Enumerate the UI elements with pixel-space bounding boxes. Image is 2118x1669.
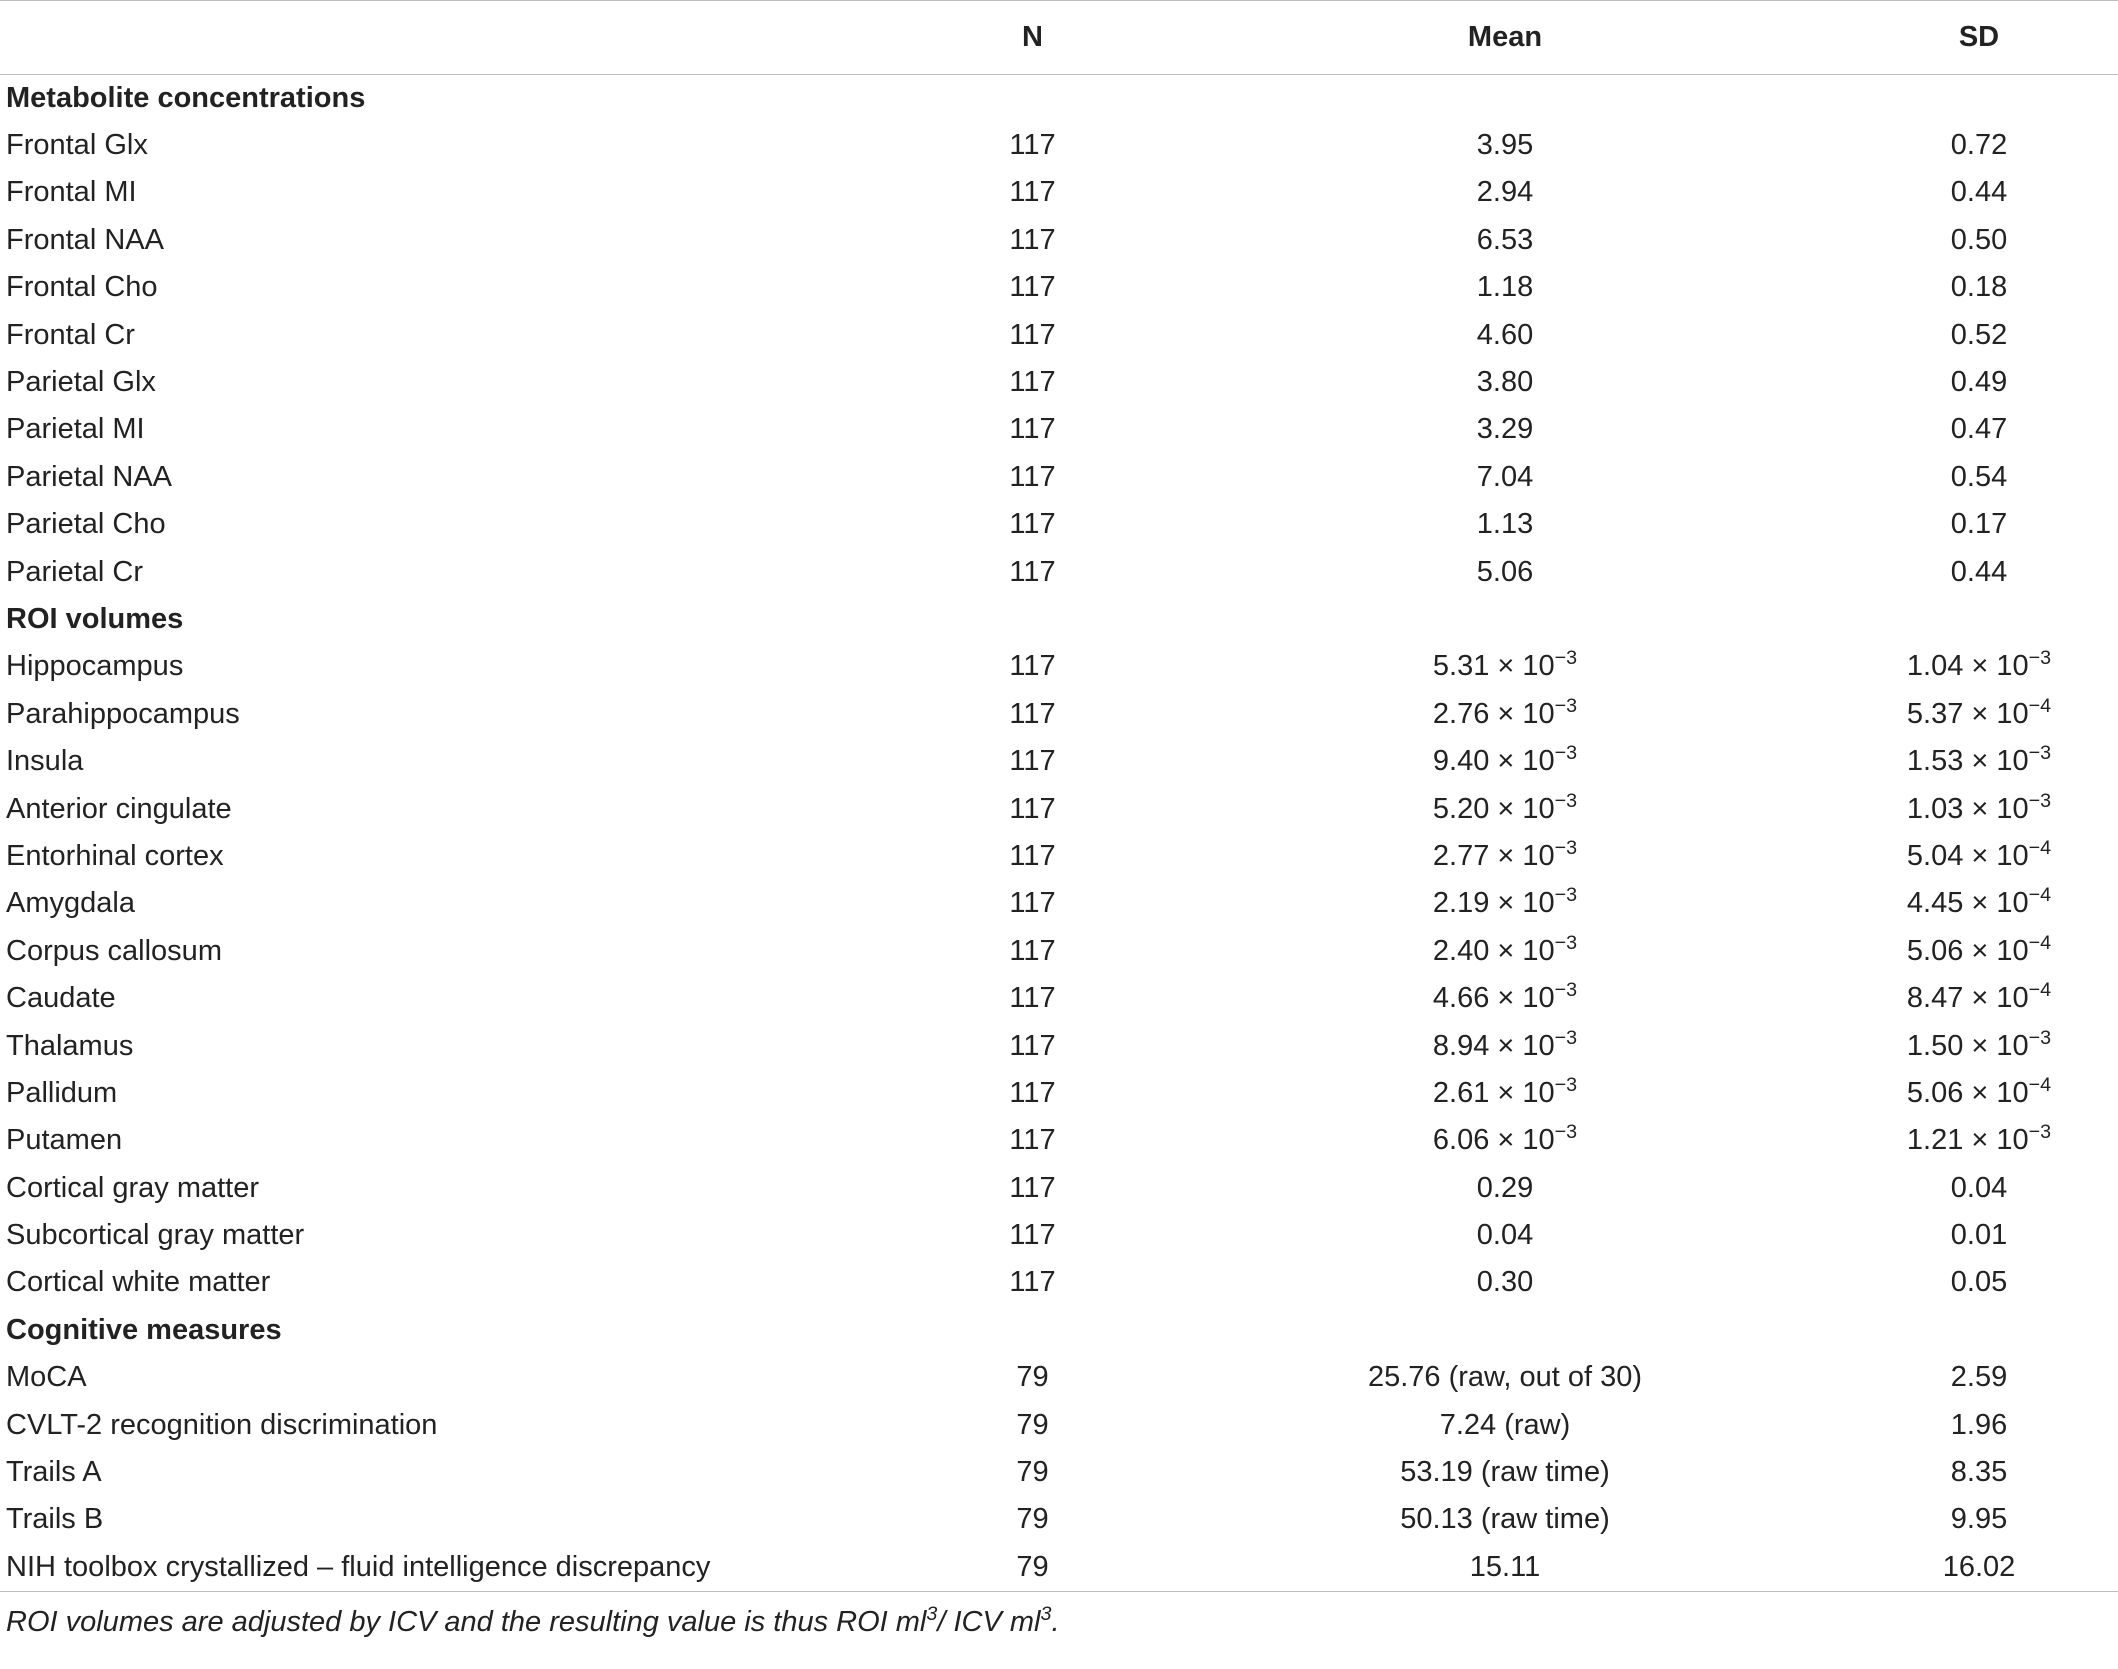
cell-mean — [1170, 548, 1840, 595]
sd-exponent: −4 — [2028, 694, 2052, 717]
table-row — [0, 1070, 2118, 1117]
sd-exponent: −4 — [2028, 1074, 2052, 1097]
row-label: Parietal Cr — [6, 555, 143, 588]
cell-n: 117 — [1009, 839, 1056, 872]
cell-mean — [1170, 1449, 1840, 1496]
mean-exponent: −3 — [1554, 979, 1578, 1002]
cell-mean — [1170, 264, 1840, 311]
cell-mean — [1170, 359, 1840, 406]
table-row — [0, 454, 2118, 501]
table-row — [0, 122, 2118, 169]
mean-exponent: −3 — [1554, 789, 1578, 812]
row-label: Frontal Cho — [6, 271, 158, 304]
cell-sd — [1840, 1259, 2118, 1306]
row-label: Parietal NAA — [6, 460, 173, 493]
header-mean: Mean — [1467, 21, 1543, 53]
cell-mean — [1170, 406, 1840, 453]
row-label: Parietal Cho — [6, 508, 166, 541]
table-row — [0, 833, 2118, 880]
table-row — [0, 880, 2118, 927]
cell-n: 79 — [1016, 1550, 1049, 1583]
row-label: Thalamus — [6, 1029, 134, 1062]
footnote-text-3: . — [1051, 1605, 1060, 1638]
cell-n: 117 — [1009, 460, 1056, 493]
mean-value: 15.11 — [1469, 1550, 1541, 1583]
row-label: Trails B — [6, 1503, 104, 1536]
cell-mean — [1170, 691, 1840, 738]
row-label: Frontal MI — [6, 176, 137, 209]
cell-sd — [1840, 1117, 2118, 1164]
sd-value: 0.17 — [1950, 508, 2008, 541]
cell-sd — [1840, 1022, 2118, 1069]
sd-value: 0.52 — [1950, 318, 2008, 351]
cell-mean — [1170, 1117, 1840, 1164]
table-row — [0, 643, 2118, 690]
mean-value: 9.40 × 10 — [1432, 745, 1555, 778]
sd-exponent: −4 — [2028, 979, 2052, 1002]
table-row — [0, 264, 2118, 311]
row-label: MoCA — [6, 1361, 87, 1394]
cell-sd — [1840, 548, 2118, 595]
sd-value: 0.01 — [1950, 1219, 2008, 1252]
table-row — [0, 1164, 2118, 1211]
cell-mean — [1170, 1070, 1840, 1117]
table-row — [0, 1212, 2118, 1259]
table-row — [0, 501, 2118, 548]
mean-exponent: −3 — [1554, 1121, 1578, 1144]
cell-n: 117 — [1009, 1171, 1056, 1204]
sd-exponent: −4 — [2028, 884, 2052, 907]
row-label: Cortical gray matter — [6, 1171, 260, 1204]
row-label: Entorhinal cortex — [6, 839, 224, 872]
mean-value: 0.04 — [1476, 1219, 1534, 1252]
cell-sd — [1840, 1164, 2118, 1211]
mean-value: 25.76 (raw, out of 30) — [1367, 1361, 1643, 1394]
cell-mean — [1170, 1259, 1840, 1306]
cell-mean — [1170, 975, 1840, 1022]
table-row — [0, 217, 2118, 264]
row-label: Pallidum — [6, 1076, 118, 1109]
mean-value: 1.18 — [1476, 271, 1534, 304]
cell-n: 117 — [1009, 223, 1056, 256]
footnote-text-2: / ICV ml — [937, 1605, 1041, 1638]
sd-value: 2.59 — [1950, 1361, 2008, 1394]
cell-n: 117 — [1009, 1029, 1056, 1062]
header-label — [0, 1, 895, 75]
cell-n: 117 — [1009, 934, 1056, 967]
cell-sd — [1840, 501, 2118, 548]
sd-value: 9.95 — [1950, 1503, 2008, 1536]
cell-mean — [1170, 738, 1840, 785]
sd-value: 5.37 × 10 — [1906, 697, 2029, 730]
table-body — [0, 75, 2118, 1592]
section-header-row — [0, 1307, 2118, 1354]
cell-sd — [1840, 880, 2118, 927]
mean-exponent: −3 — [1554, 837, 1578, 860]
sd-value: 0.04 — [1950, 1171, 2008, 1204]
sd-value: 0.50 — [1950, 223, 2008, 256]
sd-value: 0.44 — [1950, 555, 2008, 588]
cell-n: 117 — [1009, 1266, 1056, 1299]
footnote-superscript-2: 3 — [1040, 1602, 1052, 1625]
mean-exponent: −3 — [1554, 1074, 1578, 1097]
cell-n: 117 — [1009, 413, 1056, 446]
cell-sd — [1840, 217, 2118, 264]
cell-mean — [1170, 880, 1840, 927]
mean-value: 6.53 — [1476, 223, 1534, 256]
sd-value: 1.96 — [1950, 1408, 2008, 1441]
sd-exponent: −3 — [2028, 1121, 2052, 1144]
row-label: Putamen — [6, 1124, 123, 1157]
table-row — [0, 1117, 2118, 1164]
row-label: Corpus callosum — [6, 934, 222, 967]
cell-sd — [1840, 406, 2118, 453]
cell-n: 117 — [1009, 366, 1056, 399]
header-row — [0, 1, 2118, 75]
cell-sd — [1840, 311, 2118, 358]
table-row — [0, 1401, 2118, 1448]
cell-n: 117 — [1009, 650, 1056, 683]
sd-value: 5.04 × 10 — [1906, 839, 2029, 872]
section-title: Metabolite concentrations — [6, 81, 366, 114]
sd-value: 4.45 × 10 — [1906, 887, 2029, 920]
sd-value: 8.35 — [1950, 1456, 2008, 1489]
mean-value: 1.13 — [1476, 508, 1534, 541]
mean-value: 8.94 × 10 — [1432, 1029, 1555, 1062]
row-label: Cortical white matter — [6, 1266, 271, 1299]
table-row — [0, 1544, 2118, 1591]
cell-mean — [1170, 122, 1840, 169]
row-label: NIH toolbox crystallized – fluid intelligence discrepancy — [6, 1550, 711, 1583]
cell-n: 117 — [1009, 982, 1056, 1015]
cell-n: 117 — [1009, 176, 1056, 209]
cell-n: 117 — [1009, 887, 1056, 920]
row-label: Frontal NAA — [6, 223, 164, 256]
sd-value: 0.47 — [1950, 413, 2008, 446]
mean-value: 5.31 × 10 — [1432, 650, 1555, 683]
cell-mean — [1170, 833, 1840, 880]
mean-value: 6.06 × 10 — [1432, 1124, 1555, 1157]
table-row — [0, 691, 2118, 738]
cell-mean — [1170, 454, 1840, 501]
sd-value: 0.44 — [1950, 176, 2008, 209]
cell-sd — [1840, 1401, 2118, 1448]
row-label: Frontal Cr — [6, 318, 135, 351]
table-footnote — [0, 1602, 2118, 1639]
cell-n: 117 — [1009, 745, 1056, 778]
cell-sd — [1840, 454, 2118, 501]
section-header-row — [0, 75, 2118, 122]
mean-value: 5.06 — [1476, 555, 1534, 588]
sd-value: 0.18 — [1950, 271, 2008, 304]
row-label: Trails A — [6, 1456, 102, 1489]
table-row — [0, 311, 2118, 358]
cell-sd — [1840, 1070, 2118, 1117]
cell-n: 117 — [1009, 792, 1056, 825]
table-row — [0, 1449, 2118, 1496]
row-label: Caudate — [6, 982, 116, 1015]
cell-sd — [1840, 359, 2118, 406]
table-row — [0, 359, 2118, 406]
cell-n: 117 — [1009, 555, 1056, 588]
cell-n: 79 — [1016, 1408, 1049, 1441]
mean-value: 0.29 — [1476, 1171, 1534, 1204]
sd-value: 5.06 × 10 — [1906, 934, 2029, 967]
cell-mean — [1170, 1022, 1840, 1069]
row-label: Amygdala — [6, 887, 135, 920]
row-label: Insula — [6, 745, 84, 778]
mean-value: 5.20 × 10 — [1432, 792, 1555, 825]
section-title: ROI volumes — [6, 602, 184, 635]
row-label: Parietal Glx — [6, 366, 156, 399]
row-label: Parahippocampus — [6, 697, 240, 730]
cell-n: 117 — [1009, 1076, 1056, 1109]
cell-sd — [1840, 1544, 2118, 1591]
cell-sd — [1840, 264, 2118, 311]
header-n: N — [1022, 21, 1043, 53]
row-label: Parietal MI — [6, 413, 145, 446]
sd-value: 16.02 — [1942, 1550, 2016, 1583]
mean-value: 50.13 (raw time) — [1400, 1503, 1610, 1536]
cell-n: 79 — [1016, 1361, 1049, 1394]
mean-value: 7.04 — [1476, 460, 1534, 493]
cell-mean — [1170, 1401, 1840, 1448]
cell-sd — [1840, 785, 2118, 832]
footnote-text-1: ROI volumes are adjusted by ICV and the resulting value is thus ROI ml — [6, 1605, 927, 1638]
sd-value: 0.49 — [1950, 366, 2008, 399]
mean-exponent: −3 — [1554, 694, 1578, 717]
cell-mean — [1170, 1544, 1840, 1591]
sd-exponent: −3 — [2028, 647, 2052, 670]
cell-mean — [1170, 169, 1840, 216]
sd-value: 1.53 × 10 — [1906, 745, 2029, 778]
table-row — [0, 975, 2118, 1022]
cell-sd — [1840, 691, 2118, 738]
table-row — [0, 1022, 2118, 1069]
footnote-superscript-1: 3 — [926, 1602, 938, 1625]
section-header-row — [0, 596, 2118, 643]
table-row — [0, 169, 2118, 216]
header-sd: SD — [1958, 21, 2000, 53]
table-header — [0, 1, 2118, 75]
mean-exponent: −3 — [1554, 742, 1578, 765]
section-title: Cognitive measures — [6, 1313, 282, 1346]
mean-value: 2.94 — [1476, 176, 1534, 209]
sd-value: 0.54 — [1950, 460, 2008, 493]
mean-value: 0.30 — [1476, 1266, 1534, 1299]
cell-n: 117 — [1009, 129, 1056, 162]
row-label: Subcortical gray matter — [6, 1219, 305, 1252]
cell-sd — [1840, 643, 2118, 690]
row-label: CVLT-2 recognition discrimination — [6, 1408, 438, 1441]
cell-mean — [1170, 501, 1840, 548]
cell-n: 117 — [1009, 1219, 1056, 1252]
table-row — [0, 1354, 2118, 1401]
cell-n: 117 — [1009, 271, 1056, 304]
table-row — [0, 548, 2118, 595]
mean-value: 3.80 — [1476, 366, 1534, 399]
cell-sd — [1840, 738, 2118, 785]
table-row — [0, 738, 2118, 785]
cell-sd — [1840, 1496, 2118, 1543]
row-label: Anterior cingulate — [6, 792, 232, 825]
mean-value: 2.61 × 10 — [1432, 1076, 1555, 1109]
cell-mean — [1170, 311, 1840, 358]
sd-value: 8.47 × 10 — [1906, 982, 2029, 1015]
mean-exponent: −3 — [1554, 1026, 1578, 1049]
table-row — [0, 1496, 2118, 1543]
cell-mean — [1170, 1496, 1840, 1543]
mean-value: 7.24 (raw) — [1439, 1408, 1571, 1441]
cell-n: 79 — [1016, 1456, 1049, 1489]
mean-exponent: −3 — [1554, 647, 1578, 670]
sd-exponent: −4 — [2028, 931, 2052, 954]
cell-n: 79 — [1016, 1503, 1049, 1536]
sd-exponent: −3 — [2028, 742, 2052, 765]
row-label: Frontal Glx — [6, 129, 148, 162]
table-row — [0, 928, 2118, 975]
cell-mean — [1170, 1354, 1840, 1401]
sd-value: 0.72 — [1950, 129, 2008, 162]
mean-value: 2.40 × 10 — [1432, 934, 1555, 967]
cell-mean — [1170, 785, 1840, 832]
cell-n: 117 — [1009, 318, 1056, 351]
cell-sd — [1840, 1449, 2118, 1496]
mean-exponent: −3 — [1554, 931, 1578, 954]
cell-sd — [1840, 1354, 2118, 1401]
mean-value: 4.60 — [1476, 318, 1534, 351]
sd-value: 1.21 × 10 — [1906, 1124, 2029, 1157]
cell-n: 117 — [1009, 1124, 1056, 1157]
cell-mean — [1170, 643, 1840, 690]
cell-mean — [1170, 217, 1840, 264]
mean-value: 4.66 × 10 — [1432, 982, 1555, 1015]
cell-mean — [1170, 1212, 1840, 1259]
mean-value: 3.29 — [1476, 413, 1534, 446]
mean-value: 2.76 × 10 — [1432, 697, 1555, 730]
table-row — [0, 1259, 2118, 1306]
row-label: Hippocampus — [6, 650, 184, 683]
cell-sd — [1840, 975, 2118, 1022]
sd-value: 5.06 × 10 — [1906, 1076, 2029, 1109]
table-row — [0, 406, 2118, 453]
sd-exponent: −3 — [2028, 789, 2052, 812]
cell-sd — [1840, 1212, 2118, 1259]
cell-sd — [1840, 169, 2118, 216]
mean-value: 2.77 × 10 — [1432, 839, 1555, 872]
mean-value: 53.19 (raw time) — [1400, 1456, 1610, 1489]
cell-n: 117 — [1009, 508, 1056, 541]
sd-value: 1.04 × 10 — [1906, 650, 2029, 683]
mean-value: 3.95 — [1476, 129, 1534, 162]
cell-sd — [1840, 833, 2118, 880]
sd-value: 1.50 × 10 — [1906, 1029, 2029, 1062]
cell-sd — [1840, 928, 2118, 975]
sd-exponent: −4 — [2028, 837, 2052, 860]
table-row — [0, 785, 2118, 832]
sd-exponent: −3 — [2028, 1026, 2052, 1049]
sd-value: 0.05 — [1950, 1266, 2008, 1299]
cell-sd — [1840, 122, 2118, 169]
mean-value: 2.19 × 10 — [1432, 887, 1555, 920]
cell-mean — [1170, 1164, 1840, 1211]
sd-value: 1.03 × 10 — [1906, 792, 2029, 825]
mean-exponent: −3 — [1554, 884, 1578, 907]
cell-n: 117 — [1009, 697, 1056, 730]
cell-mean — [1170, 928, 1840, 975]
